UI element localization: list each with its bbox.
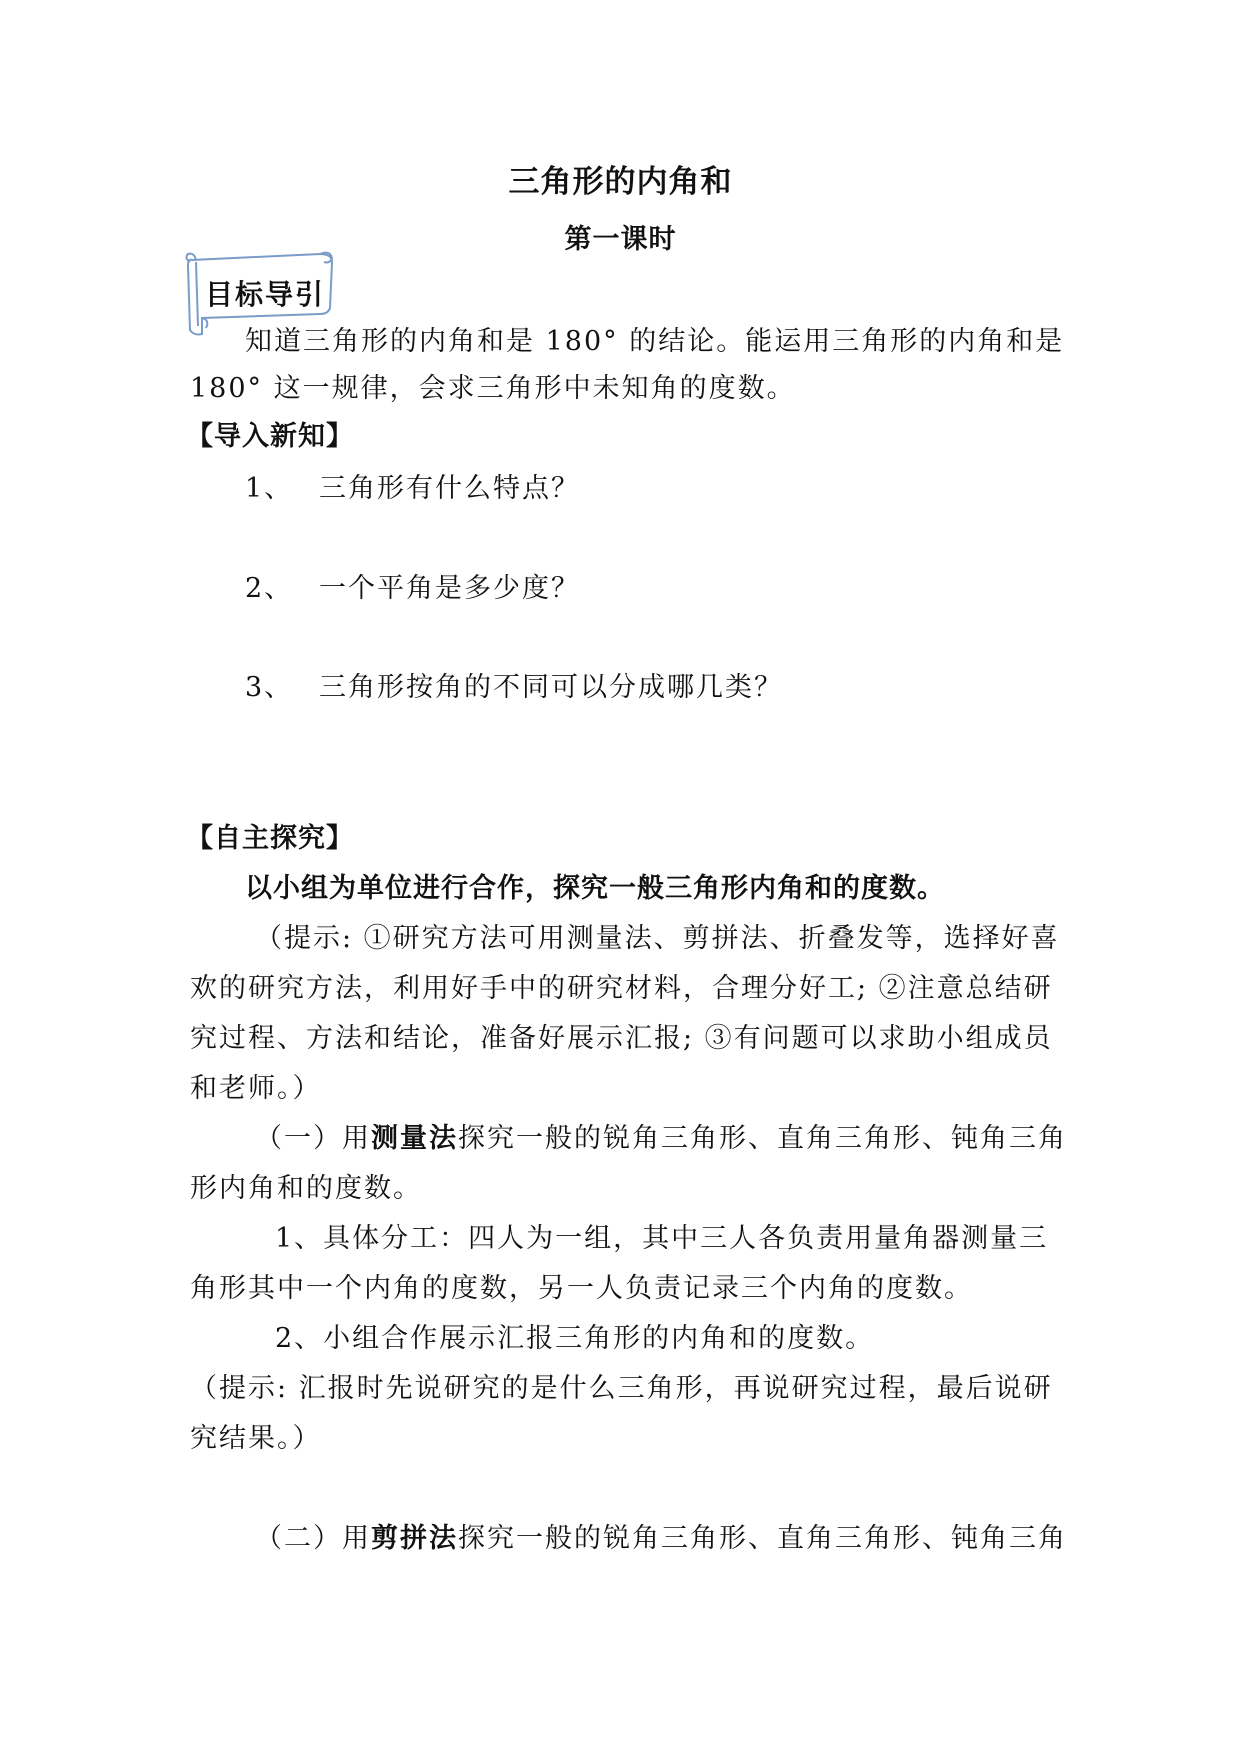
hint-line-4: 和老师。）: [190, 1073, 322, 1104]
hint-line-1: （提示: ①研究方法可用测量法、剪拼法、折叠发等，选择好喜: [255, 923, 1060, 954]
intro-item: [245, 572, 1125, 606]
intro-item: [245, 472, 1125, 506]
intro-item: [245, 671, 1125, 705]
part1-suffix: 探究一般的锐角三角形、直角三角形、钝角三角: [458, 1123, 1067, 1154]
goal-line-2: 180° 这一规律，会求三角形中未知角的度数。: [190, 373, 796, 404]
part1-method: 测量法: [371, 1123, 458, 1154]
part1-heading: [255, 1122, 1135, 1156]
part2-method: 剪拼法: [371, 1523, 458, 1554]
intro-item-number: 3、: [245, 672, 294, 703]
intro-item-number: 1、: [245, 473, 294, 504]
intro-item-text: 三角形按角的不同可以分成哪几类？: [319, 672, 783, 703]
intro-heading: 【导入新知】: [186, 421, 354, 452]
page-subtitle: 第一课时: [564, 224, 677, 255]
part2-heading: [255, 1522, 1135, 1556]
part2-prefix: （二）用: [255, 1523, 371, 1554]
explore-heading: 【自主探究】: [186, 823, 354, 854]
hint-line-2: 欢的研究方法，利用好手中的研究材料，合理分好工; ②注意总结研: [190, 973, 1053, 1004]
page-title: 三角形的内角和: [508, 164, 733, 200]
part1-step-1a: 1、具体分工：四人为一组，其中三人各负责用量角器测量三: [275, 1223, 1049, 1254]
goal-line-1: 知道三角形的内角和是 180° 的结论。能运用三角形的内角和是: [245, 326, 1065, 357]
part2-suffix: 探究一般的锐角三角形、直角三角形、钝角三角: [458, 1523, 1067, 1554]
intro-item-text: 三角形有什么特点？: [319, 473, 580, 504]
part1-hint-1: （提示: 汇报时先说研究的是什么三角形，再说研究过程，最后说研: [190, 1373, 1053, 1404]
intro-item-number: 2、: [245, 573, 294, 604]
part1-hint-2: 究结果。）: [190, 1423, 322, 1454]
intro-item-text: 一个平角是多少度？: [319, 573, 580, 604]
part1-prefix: （一）用: [255, 1123, 371, 1154]
goal-badge-label: 目标导引: [205, 278, 326, 311]
hint-line-3: 究过程、方法和结论，准备好展示汇报; ③有问题可以求助小组成员: [190, 1023, 1053, 1054]
part1-step-2: 2、小组合作展示汇报三角形的内角和的度数。: [275, 1323, 875, 1354]
part1-step-1b: 角形其中一个内角的度数，另一人负责记录三个内角的度数。: [190, 1273, 973, 1304]
explore-task: 以小组为单位进行合作，探究一般三角形内角和的度数。: [245, 873, 945, 904]
part1-line-2: 形内角和的度数。: [190, 1173, 422, 1204]
